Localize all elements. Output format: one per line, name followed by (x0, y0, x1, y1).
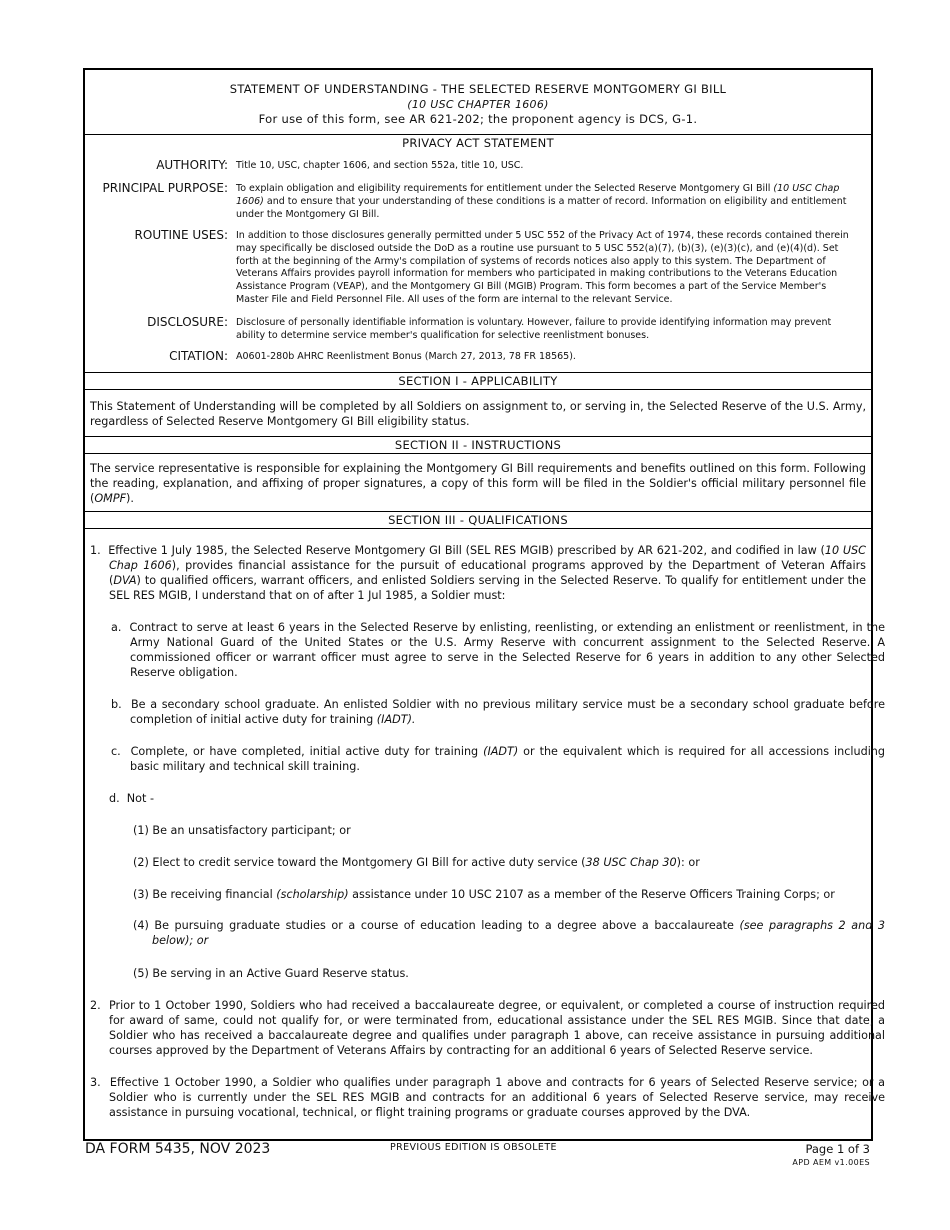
form-use-line: For use of this form, see AR 621-202; the proponent agency is DCS, G-1. (258, 112, 698, 126)
section1-text: This Statement of Understanding will be completed by all Soldiers on assignment to, or serving in, the Selected Reserve of the U.S. Army, regardless of Selected Reserve Montgomery GI Bill eligibility status. (90, 400, 866, 428)
authority-label: AUTHORITY: (156, 158, 228, 172)
form-title: STATEMENT OF UNDERSTANDING - THE SELECTED RESERVE MONTGOMERY GI BILL (229, 82, 727, 96)
form-page (83, 68, 885, 1141)
item-d2: (2) Elect to credit service toward the Montgomery GI Bill for active duty service (38 USC Chap 30): or (133, 856, 700, 869)
privacy-heading: PRIVACY ACT STATEMENT (402, 136, 554, 150)
form-header (85, 70, 871, 135)
item-d1: (1) Be an unsatisfactory participant; or (133, 824, 351, 837)
version-label: APD AEM v1.00ES (792, 1158, 870, 1167)
section2-text: The service representative is responsible for explaining the Montgomery GI Bill requirements and benefits outlined on this form. Following the reading, explanation, and affixing of proper signatures, a copy of this form will be filed in the Soldier's official military personnel file (OMPF). (90, 462, 866, 505)
purpose-text: To explain obligation and eligibility requirements for entitlement under the Selected Reserve Montgomery GI Bill (10 USC Chap 1606) and to ensure that your understanding of these conditions is a matter of record. Information on eligibility and entitlement under the Montgomery GI Bill. (236, 183, 847, 220)
paragraph-2: 2. Prior to 1 October 1990, Soldiers who had received a baccalaureate degree, or equivalent, or completed a course of instruction required for award of same, could not qualify for, or were terminated from, educational assistance under the SEL RES MGIB. Since that date, a Soldier who has received a baccalaureate degree and qualifies under paragraph 1 above, can receive assistance in pursuing additional courses approved by the Department of Veterans Affairs by contracting for an additional 6 years of Selected Reserve service. (90, 999, 885, 1057)
item-c: c. Complete, or have completed, initial active duty for training (IADT) or the equivalent which is required for all accessions including basic military and technical skill training. (111, 745, 885, 773)
item-d: d. Not - (109, 792, 154, 805)
routine-label: ROUTINE USES: (134, 228, 228, 242)
routine-text: In addition to those disclosures generally permitted under 5 USC 552 of the Privacy Act of 1974, these records contained therein may specifically be disclosed outside the DoD as a routine use pursuant to 5 USC 552(a)(7), (b)(3), (e)(3)(c), and (e)(4)(d). Set forth at the beginning of the Army's compilation of systems of records notices also apply to this system. The Department of Veterans Affairs provides payroll information for members who participated in making contributions to the Veterans Education Assistance Program (VEAP), and the Montgomery GI Bill (MGIB) Program. This form becomes a part of the Service Member's Master File and Field Personnel File. All uses of the form are internal to the relevant Service. (236, 230, 849, 305)
disclosure-text: Disclosure of personally identifiable information is voluntary. However, failure to provide identifying information may prevent ability to determine service member's qualification for selective reenlistment bonuses. (236, 317, 832, 341)
section2-heading: SECTION II - INSTRUCTIONS (85, 437, 871, 454)
item-d3: (3) Be receiving financial (scholarship) assistance under 10 USC 2107 as a member of the Reserve Officers Training Corps; or (133, 888, 835, 901)
form-subtitle: (10 USC CHAPTER 1606) (407, 98, 549, 111)
paragraph-3: 3. Effective 1 October 1990, a Soldier who qualifies under paragraph 1 above and contracts for 6 years of Selected Reserve service; or a Soldier who is currently under the SEL RES MGIB and contracts for an additional 6 years of Selected Reserve service, may receive assistance in pursuing vocational, technical, or flight training programs or graduate courses approved by the DVA. (90, 1076, 885, 1119)
item-d4: (4) Be pursuing graduate studies or a course of education leading to a degree above a baccalaureate (see paragraphs 2 and 3 below); or (133, 919, 885, 947)
item-a: a. Contract to serve at least 6 years in the Selected Reserve by enlisting, reenlisting, or extending an enlistment or reenlistment, in the Army National Guard of the United States or the U.S. Army Reserve with concurrent assignment to the Selected Reserve. A commissioned officer or warrant officer must agree to serve in the Selected Reserve for 6 years in addition to any other Selected Reserve obligation. (111, 621, 885, 679)
edition-note: PREVIOUS EDITION IS OBSOLETE (390, 1142, 557, 1153)
section3-heading: SECTION III - QUALIFICATIONS (85, 512, 871, 529)
disclosure-label: DISCLOSURE: (147, 315, 228, 329)
item-d5: (5) Be serving in an Active Guard Reserve status. (133, 967, 409, 980)
authority-text: Title 10, USC, chapter 1606, and section 552a, title 10, USC. (236, 160, 524, 171)
citation-label: CITATION: (169, 349, 228, 363)
page-number: Page 1 of 3 (805, 1142, 870, 1156)
section1-heading: SECTION I - APPLICABILITY (85, 373, 871, 390)
citation-text: A0601-280b AHRC Reenlistment Bonus (March 27, 2013, 78 FR 18565). (236, 351, 576, 362)
item-b: b. Be a secondary school graduate. An enlisted Soldier with no previous military service must be a secondary school graduate before completion of initial active duty for training (IADT). (111, 698, 885, 726)
paragraph-1: 1. Effective 1 July 1985, the Selected Reserve Montgomery GI Bill (SEL RES MGIB) prescribed by AR 621-202, and codified in law (10 USC Chap 1606), provides financial assistance for the pursuit of educational programs approved by the Department of Veteran Affairs (DVA) to qualified officers, warrant officers, and enlisted Soldiers serving in the Selected Reserve. To qualify for entitlement under the SEL RES MGIB, I understand that on of after 1 Jul 1985, a Soldier must: (90, 544, 866, 602)
form-id: DA FORM 5435, NOV 2023 (85, 1141, 271, 1157)
purpose-label: PRINCIPAL PURPOSE: (102, 181, 228, 195)
